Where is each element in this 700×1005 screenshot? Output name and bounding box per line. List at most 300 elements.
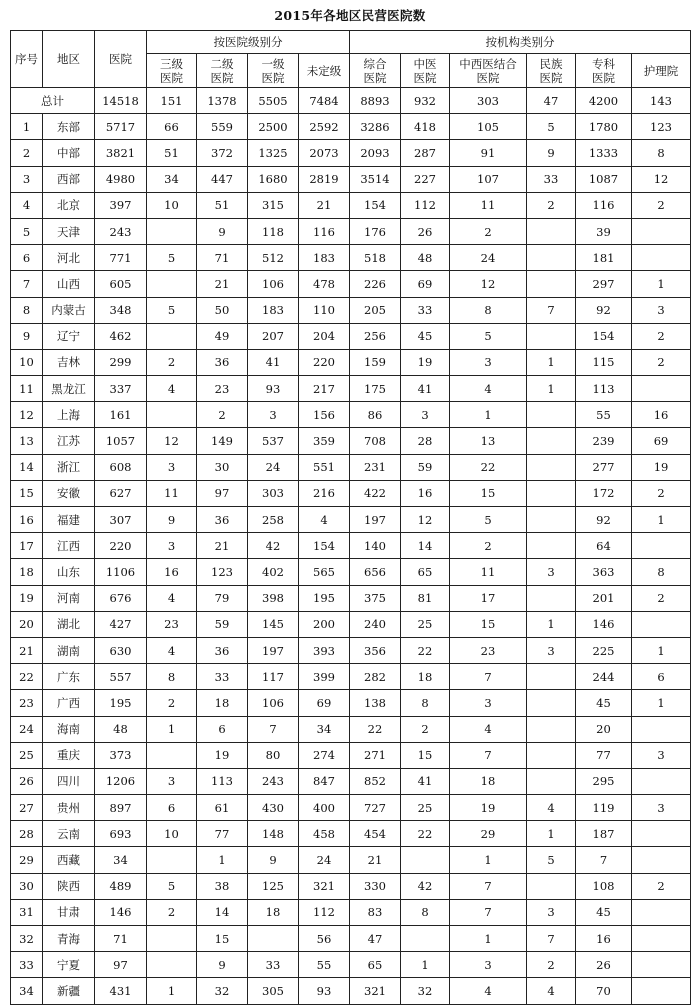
table-row <box>11 428 691 454</box>
cell-hospitals: 608 <box>95 454 147 480</box>
cell-level2: 36 <box>197 507 248 533</box>
cell-hospitals: 220 <box>95 533 147 559</box>
cell-unrated: 112 <box>299 899 350 925</box>
cell-integrated: 4 <box>450 978 527 1004</box>
cell-hospitals: 771 <box>95 245 147 271</box>
cell-unrated: 7484 <box>299 88 350 114</box>
cell-seq: 2 <box>11 140 43 166</box>
cell-specialty: 4200 <box>576 88 632 114</box>
cell-hospitals: 557 <box>95 664 147 690</box>
cell-integrated: 13 <box>450 428 527 454</box>
cell-integrated: 3 <box>450 952 527 978</box>
cell-nursing: 1 <box>632 690 691 716</box>
cell-integrated: 29 <box>450 821 527 847</box>
table-row <box>11 114 691 140</box>
cell-region: 上海 <box>43 402 95 428</box>
table-row <box>11 349 691 375</box>
cell-nursing: 69 <box>632 428 691 454</box>
cell-region: 湖北 <box>43 611 95 637</box>
cell-nursing: 8 <box>632 140 691 166</box>
cell-general: 65 <box>350 952 401 978</box>
cell-ethnic: 1 <box>527 349 576 375</box>
cell-unrated: 21 <box>299 192 350 218</box>
cell-ethnic <box>527 323 576 349</box>
cell-unrated: 847 <box>299 768 350 794</box>
cell-seq: 6 <box>11 245 43 271</box>
cell-unrated: 216 <box>299 480 350 506</box>
cell-seq: 4 <box>11 192 43 218</box>
cell-level3: 11 <box>147 480 197 506</box>
cell-specialty: 244 <box>576 664 632 690</box>
header-general: 综合 医院 <box>350 54 401 88</box>
cell-level2: 71 <box>197 245 248 271</box>
cell-general: 21 <box>350 847 401 873</box>
table-row <box>11 637 691 663</box>
cell-tcm: 42 <box>401 873 450 899</box>
cell-seq: 11 <box>11 376 43 402</box>
cell-level2: 32 <box>197 978 248 1004</box>
cell-level3: 5 <box>147 297 197 323</box>
cell-hospitals: 299 <box>95 349 147 375</box>
cell-level3: 5 <box>147 245 197 271</box>
cell-seq: 24 <box>11 716 43 742</box>
cell-unrated: 217 <box>299 376 350 402</box>
cell-general: 240 <box>350 611 401 637</box>
cell-unrated: 478 <box>299 271 350 297</box>
cell-level3: 5 <box>147 873 197 899</box>
cell-ethnic <box>527 716 576 742</box>
cell-region: 陕西 <box>43 873 95 899</box>
cell-general: 226 <box>350 271 401 297</box>
cell-level2: 1 <box>197 847 248 873</box>
table-row <box>11 952 691 978</box>
cell-region: 黑龙江 <box>43 376 95 402</box>
cell-nursing: 2 <box>632 585 691 611</box>
cell-tcm: 15 <box>401 742 450 768</box>
cell-ethnic: 33 <box>527 166 576 192</box>
cell-level3: 2 <box>147 899 197 925</box>
cell-level3: 8 <box>147 664 197 690</box>
cell-region: 总计 <box>11 88 95 114</box>
cell-general: 356 <box>350 637 401 663</box>
cell-region: 云南 <box>43 821 95 847</box>
cell-level2: 447 <box>197 166 248 192</box>
cell-level1: 402 <box>248 559 299 585</box>
header-level2: 二级 医院 <box>197 54 248 88</box>
cell-region: 青海 <box>43 926 95 952</box>
cell-integrated: 1 <box>450 926 527 952</box>
cell-nursing <box>632 245 691 271</box>
cell-level1: 243 <box>248 768 299 794</box>
cell-general: 330 <box>350 873 401 899</box>
cell-specialty: 26 <box>576 952 632 978</box>
cell-nursing: 2 <box>632 480 691 506</box>
cell-nursing: 1 <box>632 271 691 297</box>
cell-specialty: 113 <box>576 376 632 402</box>
table-row <box>11 585 691 611</box>
cell-seq: 3 <box>11 166 43 192</box>
cell-region: 湖南 <box>43 637 95 663</box>
cell-level1: 315 <box>248 192 299 218</box>
cell-level1: 145 <box>248 611 299 637</box>
cell-level2: 36 <box>197 637 248 663</box>
cell-nursing <box>632 611 691 637</box>
header-specialty: 专科 医院 <box>576 54 632 88</box>
cell-nursing: 1 <box>632 507 691 533</box>
cell-general: 256 <box>350 323 401 349</box>
cell-seq: 13 <box>11 428 43 454</box>
cell-ethnic: 7 <box>527 926 576 952</box>
cell-integrated: 18 <box>450 768 527 794</box>
cell-level1: 305 <box>248 978 299 1004</box>
cell-region: 广东 <box>43 664 95 690</box>
cell-general: 321 <box>350 978 401 1004</box>
cell-region: 西部 <box>43 166 95 192</box>
header-nursing: 护理院 <box>632 54 691 88</box>
cell-unrated: 359 <box>299 428 350 454</box>
cell-general: 86 <box>350 402 401 428</box>
cell-level3: 4 <box>147 376 197 402</box>
cell-tcm: 26 <box>401 218 450 244</box>
cell-level3 <box>147 742 197 768</box>
cell-region: 四川 <box>43 768 95 794</box>
cell-region: 山东 <box>43 559 95 585</box>
cell-region: 中部 <box>43 140 95 166</box>
cell-level1: 1325 <box>248 140 299 166</box>
cell-specialty: 181 <box>576 245 632 271</box>
header-hospitals: 医院 <box>95 31 147 88</box>
cell-general: 2093 <box>350 140 401 166</box>
cell-ethnic: 47 <box>527 88 576 114</box>
cell-hospitals: 14518 <box>95 88 147 114</box>
cell-general: 422 <box>350 480 401 506</box>
cell-general: 708 <box>350 428 401 454</box>
cell-ethnic: 3 <box>527 637 576 663</box>
cell-level2: 14 <box>197 899 248 925</box>
cell-unrated: 110 <box>299 297 350 323</box>
cell-level3: 9 <box>147 507 197 533</box>
cell-nursing: 12 <box>632 166 691 192</box>
cell-specialty: 64 <box>576 533 632 559</box>
table-row <box>11 847 691 873</box>
cell-tcm: 227 <box>401 166 450 192</box>
cell-region: 东部 <box>43 114 95 140</box>
cell-seq: 25 <box>11 742 43 768</box>
cell-specialty: 187 <box>576 821 632 847</box>
cell-seq: 22 <box>11 664 43 690</box>
table-row <box>11 899 691 925</box>
cell-ethnic <box>527 742 576 768</box>
cell-integrated: 22 <box>450 454 527 480</box>
cell-hospitals: 897 <box>95 795 147 821</box>
cell-ethnic: 5 <box>527 847 576 873</box>
cell-level3: 151 <box>147 88 197 114</box>
cell-seq: 10 <box>11 349 43 375</box>
cell-region: 北京 <box>43 192 95 218</box>
cell-level2: 149 <box>197 428 248 454</box>
cell-integrated: 17 <box>450 585 527 611</box>
table-row <box>11 166 691 192</box>
cell-tcm: 19 <box>401 349 450 375</box>
cell-level1: 9 <box>248 847 299 873</box>
cell-tcm: 1 <box>401 952 450 978</box>
cell-tcm: 41 <box>401 768 450 794</box>
cell-region: 辽宁 <box>43 323 95 349</box>
cell-level2: 372 <box>197 140 248 166</box>
table-row <box>11 795 691 821</box>
cell-specialty: 363 <box>576 559 632 585</box>
cell-tcm: 14 <box>401 533 450 559</box>
cell-hospitals: 5717 <box>95 114 147 140</box>
cell-seq: 21 <box>11 637 43 663</box>
cell-region: 甘肃 <box>43 899 95 925</box>
cell-nursing <box>632 716 691 742</box>
cell-hospitals: 605 <box>95 271 147 297</box>
cell-tcm: 3 <box>401 402 450 428</box>
cell-integrated: 24 <box>450 245 527 271</box>
cell-unrated: 154 <box>299 533 350 559</box>
cell-region: 重庆 <box>43 742 95 768</box>
cell-specialty: 295 <box>576 768 632 794</box>
cell-hospitals: 307 <box>95 507 147 533</box>
cell-level1: 398 <box>248 585 299 611</box>
cell-unrated: 200 <box>299 611 350 637</box>
cell-level2: 30 <box>197 454 248 480</box>
cell-level2: 49 <box>197 323 248 349</box>
cell-level1: 80 <box>248 742 299 768</box>
cell-ethnic: 3 <box>527 899 576 925</box>
cell-general: 375 <box>350 585 401 611</box>
cell-specialty: 297 <box>576 271 632 297</box>
cell-region: 浙江 <box>43 454 95 480</box>
cell-hospitals: 3821 <box>95 140 147 166</box>
cell-level3: 4 <box>147 585 197 611</box>
cell-general: 518 <box>350 245 401 271</box>
cell-nursing: 2 <box>632 192 691 218</box>
cell-hospitals: 462 <box>95 323 147 349</box>
cell-specialty: 45 <box>576 690 632 716</box>
cell-general: 282 <box>350 664 401 690</box>
cell-level1: 303 <box>248 480 299 506</box>
cell-region: 江西 <box>43 533 95 559</box>
cell-hospitals: 195 <box>95 690 147 716</box>
header-tcm: 中医 医院 <box>401 54 450 88</box>
cell-nursing: 2 <box>632 349 691 375</box>
cell-tcm: 22 <box>401 821 450 847</box>
cell-ethnic <box>527 271 576 297</box>
cell-level1: 537 <box>248 428 299 454</box>
cell-general: 205 <box>350 297 401 323</box>
cell-tcm <box>401 847 450 873</box>
cell-unrated: 56 <box>299 926 350 952</box>
cell-unrated: 55 <box>299 952 350 978</box>
cell-level1: 1680 <box>248 166 299 192</box>
cell-level1: 106 <box>248 271 299 297</box>
cell-unrated: 400 <box>299 795 350 821</box>
cell-specialty: 70 <box>576 978 632 1004</box>
cell-seq: 29 <box>11 847 43 873</box>
cell-general: 83 <box>350 899 401 925</box>
table-row <box>11 245 691 271</box>
table-row <box>11 218 691 244</box>
cell-level3: 3 <box>147 533 197 559</box>
cell-hospitals: 431 <box>95 978 147 1004</box>
cell-general: 140 <box>350 533 401 559</box>
cell-integrated: 4 <box>450 376 527 402</box>
cell-ethnic: 1 <box>527 821 576 847</box>
cell-ethnic <box>527 507 576 533</box>
total-row <box>11 88 691 114</box>
cell-nursing: 123 <box>632 114 691 140</box>
cell-ethnic: 9 <box>527 140 576 166</box>
cell-tcm: 112 <box>401 192 450 218</box>
cell-level3: 1 <box>147 716 197 742</box>
cell-specialty: 7 <box>576 847 632 873</box>
cell-level2: 23 <box>197 376 248 402</box>
cell-tcm: 12 <box>401 507 450 533</box>
cell-ethnic: 7 <box>527 297 576 323</box>
cell-tcm: 932 <box>401 88 450 114</box>
cell-level2: 51 <box>197 192 248 218</box>
table-row <box>11 454 691 480</box>
cell-general: 3514 <box>350 166 401 192</box>
cell-ethnic <box>527 533 576 559</box>
cell-nursing <box>632 978 691 1004</box>
cell-region: 江苏 <box>43 428 95 454</box>
cell-specialty: 1780 <box>576 114 632 140</box>
cell-level3: 34 <box>147 166 197 192</box>
cell-tcm: 287 <box>401 140 450 166</box>
cell-unrated: 321 <box>299 873 350 899</box>
cell-seq: 19 <box>11 585 43 611</box>
cell-nursing <box>632 926 691 952</box>
cell-ethnic: 3 <box>527 559 576 585</box>
cell-ethnic <box>527 428 576 454</box>
cell-tcm: 48 <box>401 245 450 271</box>
cell-general: 47 <box>350 926 401 952</box>
cell-integrated: 303 <box>450 88 527 114</box>
cell-ethnic: 5 <box>527 114 576 140</box>
cell-level1: 5505 <box>248 88 299 114</box>
cell-level2: 9 <box>197 952 248 978</box>
cell-level3: 10 <box>147 192 197 218</box>
cell-specialty: 239 <box>576 428 632 454</box>
table-row <box>11 297 691 323</box>
cell-specialty: 116 <box>576 192 632 218</box>
cell-ethnic <box>527 402 576 428</box>
cell-hospitals: 1106 <box>95 559 147 585</box>
cell-level3: 1 <box>147 978 197 1004</box>
cell-seq: 7 <box>11 271 43 297</box>
cell-level1: 117 <box>248 664 299 690</box>
cell-unrated: 458 <box>299 821 350 847</box>
header-unrated: 未定级 <box>299 54 350 88</box>
cell-level2: 79 <box>197 585 248 611</box>
cell-region: 内蒙古 <box>43 297 95 323</box>
cell-general: 175 <box>350 376 401 402</box>
cell-integrated: 107 <box>450 166 527 192</box>
table-row <box>11 873 691 899</box>
cell-seq: 32 <box>11 926 43 952</box>
cell-tcm: 65 <box>401 559 450 585</box>
cell-specialty: 225 <box>576 637 632 663</box>
cell-level3: 10 <box>147 821 197 847</box>
cell-hospitals: 427 <box>95 611 147 637</box>
cell-seq: 31 <box>11 899 43 925</box>
cell-general: 8893 <box>350 88 401 114</box>
cell-nursing <box>632 821 691 847</box>
table-row <box>11 716 691 742</box>
cell-level1: 18 <box>248 899 299 925</box>
cell-hospitals: 373 <box>95 742 147 768</box>
cell-level1: 197 <box>248 637 299 663</box>
cell-level3 <box>147 847 197 873</box>
header-group-level: 按医院级别分 <box>147 31 350 54</box>
cell-level2: 59 <box>197 611 248 637</box>
cell-level1: 183 <box>248 297 299 323</box>
cell-ethnic <box>527 873 576 899</box>
cell-nursing <box>632 847 691 873</box>
table-row <box>11 192 691 218</box>
cell-general: 22 <box>350 716 401 742</box>
cell-tcm: 41 <box>401 376 450 402</box>
cell-nursing <box>632 952 691 978</box>
cell-nursing: 3 <box>632 742 691 768</box>
table-row <box>11 480 691 506</box>
cell-level3: 6 <box>147 795 197 821</box>
cell-specialty: 108 <box>576 873 632 899</box>
cell-specialty: 77 <box>576 742 632 768</box>
cell-unrated: 116 <box>299 218 350 244</box>
cell-hospitals: 48 <box>95 716 147 742</box>
cell-hospitals: 161 <box>95 402 147 428</box>
cell-integrated: 1 <box>450 847 527 873</box>
cell-region: 河南 <box>43 585 95 611</box>
table-row <box>11 611 691 637</box>
cell-level1: 118 <box>248 218 299 244</box>
cell-level1: 7 <box>248 716 299 742</box>
cell-ethnic <box>527 218 576 244</box>
cell-tcm <box>401 926 450 952</box>
cell-region: 宁夏 <box>43 952 95 978</box>
table-row <box>11 978 691 1004</box>
cell-ethnic <box>527 585 576 611</box>
cell-integrated: 1 <box>450 402 527 428</box>
cell-unrated: 69 <box>299 690 350 716</box>
table-row <box>11 271 691 297</box>
cell-level3 <box>147 926 197 952</box>
cell-integrated: 11 <box>450 559 527 585</box>
cell-specialty: 277 <box>576 454 632 480</box>
cell-level2: 38 <box>197 873 248 899</box>
cell-level3 <box>147 218 197 244</box>
table-body <box>11 88 691 1005</box>
cell-seq: 34 <box>11 978 43 1004</box>
cell-specialty: 39 <box>576 218 632 244</box>
cell-seq: 1 <box>11 114 43 140</box>
cell-level2: 21 <box>197 271 248 297</box>
cell-tcm: 22 <box>401 637 450 663</box>
cell-level3: 16 <box>147 559 197 585</box>
cell-nursing <box>632 899 691 925</box>
cell-specialty: 16 <box>576 926 632 952</box>
cell-unrated: 93 <box>299 978 350 1004</box>
cell-hospitals: 627 <box>95 480 147 506</box>
table-row <box>11 664 691 690</box>
cell-level2: 2 <box>197 402 248 428</box>
cell-general: 454 <box>350 821 401 847</box>
cell-tcm: 28 <box>401 428 450 454</box>
